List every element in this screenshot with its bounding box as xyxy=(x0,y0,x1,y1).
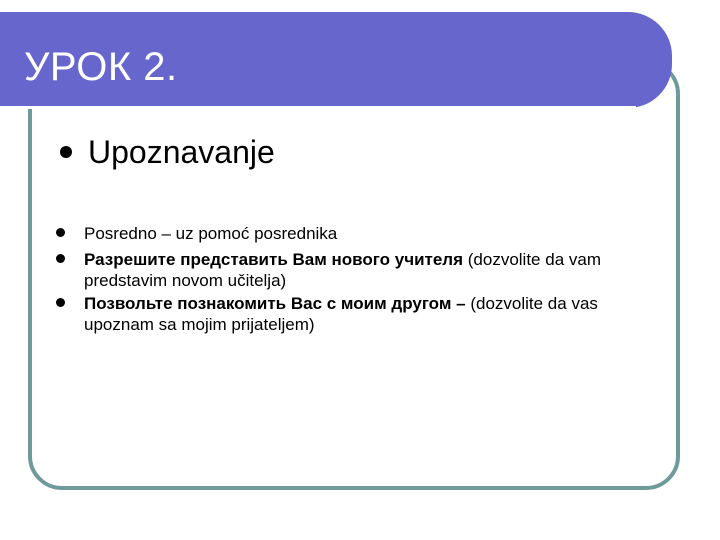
title-underline xyxy=(0,106,636,109)
bullet-icon xyxy=(56,228,65,237)
heading-bullet-icon xyxy=(60,146,72,158)
bullet-icon xyxy=(56,254,65,263)
list-item-bold: Разрешите представить Вам нового учителя xyxy=(84,250,464,269)
section-heading: Upoznavanje xyxy=(88,134,275,170)
list-item xyxy=(84,293,664,335)
list-item-text: (dozvolite da vam predstavim novom učitelja) xyxy=(84,250,601,290)
list-item xyxy=(84,249,664,291)
list-item-text: (dozvolite da vas upoznam sa mojim prijateljem) xyxy=(84,294,598,334)
list-item-text: Posredno – uz pomoć posrednika xyxy=(84,224,338,243)
slide-title: УРОК 2. xyxy=(24,45,178,89)
bullet-icon xyxy=(56,298,65,307)
list-item xyxy=(84,223,664,244)
list-item-bold: Позвольте познакомить Вас с моим другом – xyxy=(84,294,466,313)
title-bar xyxy=(0,12,672,108)
